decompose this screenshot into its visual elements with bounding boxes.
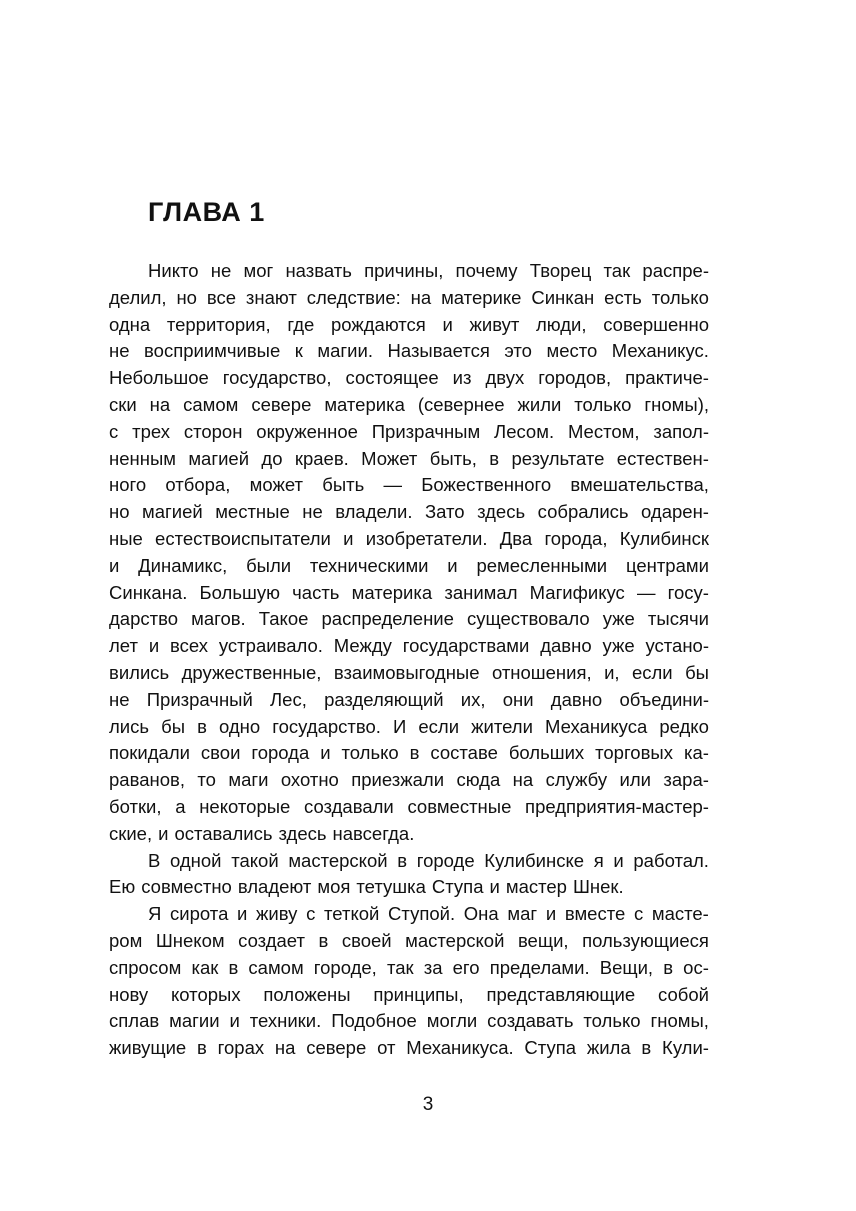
text-line [109, 821, 709, 848]
word: торговых [595, 742, 673, 764]
word: редко [659, 715, 709, 737]
word: составе [430, 742, 498, 764]
word: здесь [477, 501, 526, 523]
word: Синкана. [109, 581, 188, 603]
word: создавали [304, 795, 394, 817]
word: Она [463, 903, 499, 925]
text-line [109, 526, 709, 553]
word: одарен- [641, 501, 709, 523]
word: если [631, 661, 673, 683]
word: госу- [667, 581, 709, 603]
word: самом [183, 393, 239, 415]
text-line [109, 446, 709, 473]
word: за [423, 956, 443, 978]
word: жили [517, 393, 562, 415]
word: от [377, 1037, 396, 1059]
word: двух [485, 367, 525, 389]
word: на [410, 286, 432, 308]
word: Между [333, 635, 392, 657]
word: сплав [109, 1010, 160, 1032]
text-line [109, 767, 709, 794]
word: может [249, 474, 303, 496]
word: севере [251, 393, 312, 415]
word: Творец [529, 260, 592, 281]
word: Лесом. [494, 420, 555, 442]
word: создавать [487, 1010, 574, 1032]
word: быть [322, 474, 365, 496]
chapter-body-text [109, 258, 709, 1062]
word: Механикуса. [406, 1037, 514, 1059]
word: в [318, 929, 329, 951]
word: ос- [683, 956, 709, 978]
word: люди, [536, 313, 587, 335]
word: Механикуса [545, 715, 648, 737]
word: взаимовыгодные [333, 661, 480, 683]
word: маги [228, 769, 269, 791]
word: где [287, 313, 315, 335]
word: не [109, 340, 130, 362]
word: городе [416, 849, 475, 871]
word: и [229, 1010, 240, 1032]
text-line [109, 687, 709, 714]
text-line [109, 285, 709, 312]
text-line [109, 419, 709, 446]
word: все [206, 286, 237, 308]
text-line [109, 901, 709, 928]
word: местные [215, 501, 290, 523]
word: Небольшое [109, 367, 209, 389]
word: с [633, 903, 644, 925]
word: Вещи, [599, 956, 654, 978]
text-line [109, 1008, 709, 1035]
word: охотно [280, 769, 339, 791]
word: в [489, 447, 500, 469]
word: их, [460, 688, 486, 710]
word: совершенно [603, 313, 709, 335]
word: почему [455, 260, 518, 281]
word: своей [341, 929, 392, 951]
word: ботки, [109, 795, 162, 817]
word: с [306, 903, 316, 925]
word: одна [109, 313, 151, 335]
word: Ступа [524, 1037, 577, 1059]
word: Я [148, 903, 162, 925]
word: назвать [285, 260, 352, 281]
word: в [228, 956, 239, 978]
word: принципы, [373, 983, 464, 1005]
text-line [109, 660, 709, 687]
word: на [149, 393, 171, 415]
word: живут [469, 313, 520, 335]
word: вились [109, 661, 170, 683]
word: восприимчивые [144, 340, 281, 362]
word: краев. [294, 447, 349, 469]
word: и [343, 527, 354, 549]
word: мастерской [288, 849, 388, 871]
word: Два [499, 527, 533, 549]
word: Зато [424, 501, 465, 523]
word: лись [109, 715, 150, 737]
word: давно [550, 688, 603, 710]
word: Магификус [529, 581, 625, 603]
word: как [191, 956, 219, 978]
word: государство. [272, 715, 381, 737]
text-line [109, 794, 709, 821]
word: — [636, 581, 656, 603]
word: уже [602, 608, 635, 630]
word: гномы, [650, 1010, 709, 1032]
word: мог [243, 260, 274, 281]
word: запол- [653, 420, 709, 442]
word: изобретатели. [365, 527, 488, 549]
text-line [109, 312, 709, 339]
word: мастер [505, 876, 567, 898]
word: устано- [645, 635, 709, 657]
word: они [502, 688, 534, 710]
word: Божественного [421, 474, 552, 496]
word: и [442, 313, 453, 335]
word: так [386, 956, 414, 978]
word: масте- [651, 903, 709, 925]
word: магии [169, 1010, 220, 1032]
word: ски [109, 393, 137, 415]
text-line [109, 740, 709, 767]
word: совместно [141, 876, 232, 898]
text-line [109, 848, 709, 875]
word: навсегда. [332, 822, 415, 844]
word: к [294, 340, 303, 362]
word: были [246, 554, 292, 576]
word: вмешательства, [570, 474, 709, 496]
word: только [651, 286, 709, 308]
word: не [109, 688, 130, 710]
word: горах [217, 1037, 265, 1059]
word: и [148, 635, 160, 657]
word: техническими [309, 554, 429, 576]
word: сюда [456, 769, 501, 791]
word: распределение [321, 608, 454, 630]
word: больших [508, 742, 585, 764]
word: в [663, 956, 674, 978]
word: только [583, 1010, 641, 1032]
word: оставались [174, 822, 273, 844]
word: и [158, 822, 169, 844]
word: ские, [109, 822, 153, 844]
word: или [619, 769, 651, 791]
word: ненным [109, 447, 176, 469]
word: и [447, 554, 458, 576]
text-line [109, 258, 709, 285]
word: собрались [537, 501, 629, 523]
word: свои [200, 742, 241, 764]
word: государство, [222, 367, 332, 389]
word: лет [109, 635, 138, 657]
word: жила [586, 1037, 631, 1059]
word: устраивало. [218, 635, 323, 657]
word: это [504, 340, 532, 362]
word: здесь [278, 822, 327, 844]
word: Ступой. [388, 903, 456, 925]
word: самом [248, 956, 304, 978]
word: Кулибинске [484, 849, 585, 871]
word: Такое [258, 608, 309, 630]
word: только [574, 393, 632, 415]
word: Может [361, 447, 418, 469]
word: севере [306, 1037, 367, 1059]
word: ные [109, 527, 143, 549]
word: Лес, [270, 688, 307, 710]
word: сторон [183, 420, 243, 442]
word: территория, [166, 313, 271, 335]
word: а [175, 795, 186, 817]
word: Шнеком [155, 929, 225, 951]
word: Кули- [662, 1037, 709, 1059]
word: его [452, 956, 480, 978]
word: место [546, 340, 598, 362]
word: магией [142, 501, 203, 523]
word: естествоиспытатели [155, 527, 331, 549]
word: техники. [249, 1010, 322, 1032]
word: материке [441, 286, 522, 308]
word: окруженное [256, 420, 358, 442]
text-line [109, 392, 709, 419]
word: из [452, 367, 472, 389]
word: существовало [467, 608, 590, 630]
word: предприятия-мастер- [525, 795, 709, 817]
word: пользующиеся [582, 929, 709, 951]
text-line [109, 472, 709, 499]
word: результате [511, 447, 605, 469]
text-line [109, 1035, 709, 1062]
word: следствие: [306, 286, 401, 308]
word: магии. [317, 340, 373, 362]
word: маг [507, 903, 538, 925]
chapter-title: ГЛАВА 1 [148, 197, 265, 227]
word: и [109, 554, 120, 576]
word: такой [231, 849, 279, 871]
word: на [274, 1037, 296, 1059]
word: — [383, 474, 403, 496]
word: ного [109, 474, 147, 496]
word: рождаются [330, 313, 426, 335]
word: службу [545, 769, 608, 791]
text-line [109, 928, 709, 955]
word: теткой [324, 903, 380, 925]
word: государствами [402, 635, 530, 657]
word: и [320, 742, 331, 764]
word: некоторые [199, 795, 291, 817]
word: Динамикс, [138, 554, 228, 576]
text-line [109, 338, 709, 365]
word: ром [109, 929, 143, 951]
word: материка [324, 393, 405, 415]
word: зара- [663, 769, 709, 791]
word: делил, [109, 286, 167, 308]
page-number: 3 [422, 1094, 434, 1115]
word: Большую [199, 581, 280, 603]
text-line [109, 633, 709, 660]
word: Ею [109, 876, 136, 898]
word: (севернее [417, 393, 505, 415]
word: то [197, 769, 216, 791]
word: и [489, 876, 500, 898]
word: всех [170, 635, 209, 657]
word: разделяющий [324, 688, 444, 710]
word: естествен- [616, 447, 709, 469]
word: И [393, 715, 407, 737]
word: приезжали [351, 769, 445, 791]
word: в [197, 1037, 207, 1059]
word: города, [544, 527, 608, 549]
word: раванов, [109, 769, 185, 791]
word: практиче- [625, 367, 709, 389]
word: только [341, 742, 399, 764]
word: города [251, 742, 310, 764]
word: дружественные, [181, 661, 322, 683]
text-line [109, 580, 709, 607]
word: так [603, 260, 631, 281]
word: на [512, 769, 534, 791]
word: одно [219, 715, 261, 737]
word: дарство [109, 608, 179, 630]
word: совместные [407, 795, 512, 817]
word: живущие [109, 1037, 187, 1059]
word: в [397, 849, 408, 871]
word: тысячи [647, 608, 709, 630]
word: и, [604, 661, 620, 683]
word: есть [604, 286, 642, 308]
word: Называется [387, 340, 490, 362]
word: вещи, [517, 929, 569, 951]
word: владеют [237, 876, 312, 898]
word: нову [109, 983, 149, 1005]
word: Шнек. [572, 876, 624, 898]
word: магов. [191, 608, 246, 630]
word: объедини- [619, 688, 709, 710]
word: Местом, [567, 420, 640, 442]
word: трех [132, 420, 170, 442]
word: спросом [109, 956, 182, 978]
word: сирота [170, 903, 229, 925]
word: занимал [444, 581, 518, 603]
text-line [109, 714, 709, 741]
word: жители [471, 715, 533, 737]
word: знают [245, 286, 297, 308]
word: в [641, 1037, 652, 1059]
text-line [109, 982, 709, 1009]
text-line [109, 499, 709, 526]
word: и [613, 849, 624, 871]
word: и [237, 903, 248, 925]
word: состоящее [345, 367, 439, 389]
word: Синкан [531, 286, 595, 308]
word: и [545, 903, 557, 925]
word: которых [171, 983, 241, 1005]
word: вместе [564, 903, 626, 925]
word: Призрачным [371, 420, 481, 442]
text-line [109, 955, 709, 982]
word: с [109, 420, 119, 442]
word: бы [161, 715, 186, 737]
word: если [418, 715, 460, 737]
word: отношения, [491, 661, 592, 683]
word: городов, [538, 367, 612, 389]
word: отбора, [165, 474, 231, 496]
word: но [109, 501, 130, 523]
word: уже [602, 635, 635, 657]
word: центрами [625, 554, 709, 576]
text-line [109, 365, 709, 392]
word: покидали [109, 742, 190, 764]
word: причины, [364, 260, 444, 281]
word: создает [238, 929, 305, 951]
word: работал. [633, 849, 709, 871]
word: собой [657, 983, 709, 1005]
word: Призрачный [146, 688, 253, 710]
word: распре- [642, 260, 709, 281]
word: Ступа [431, 876, 484, 898]
word: я [593, 849, 604, 871]
word: часть [292, 581, 340, 603]
text-line [109, 874, 709, 901]
word: но [176, 286, 197, 308]
word: моя [317, 876, 351, 898]
word: в [197, 715, 207, 737]
word: живу [256, 903, 298, 925]
word: одной [170, 849, 222, 871]
word: быть, [429, 447, 477, 469]
text-line [109, 606, 709, 633]
text-line [109, 553, 709, 580]
word: давно [540, 635, 592, 657]
word: материка [351, 581, 433, 603]
word: гномы), [644, 393, 709, 415]
word: в [409, 742, 420, 764]
word: ка- [683, 742, 709, 764]
word: не [210, 260, 232, 281]
word: Подобное [331, 1010, 417, 1032]
word: городе, [313, 956, 377, 978]
word: не [302, 501, 323, 523]
word: В [148, 849, 161, 871]
word: положены [263, 983, 351, 1005]
word: тетушка [356, 876, 426, 898]
word: до [261, 447, 283, 469]
word: ремесленными [476, 554, 608, 576]
word: представляющие [486, 983, 636, 1005]
word: Механикус. [611, 340, 709, 362]
word: могли [426, 1010, 478, 1032]
word: мастерской [405, 929, 505, 951]
word: Никто [148, 260, 199, 281]
word: пределами. [489, 956, 590, 978]
word: владели. [335, 501, 413, 523]
word: бы [685, 661, 709, 683]
word: магией [188, 447, 250, 469]
word: Кулибинск [619, 527, 709, 549]
